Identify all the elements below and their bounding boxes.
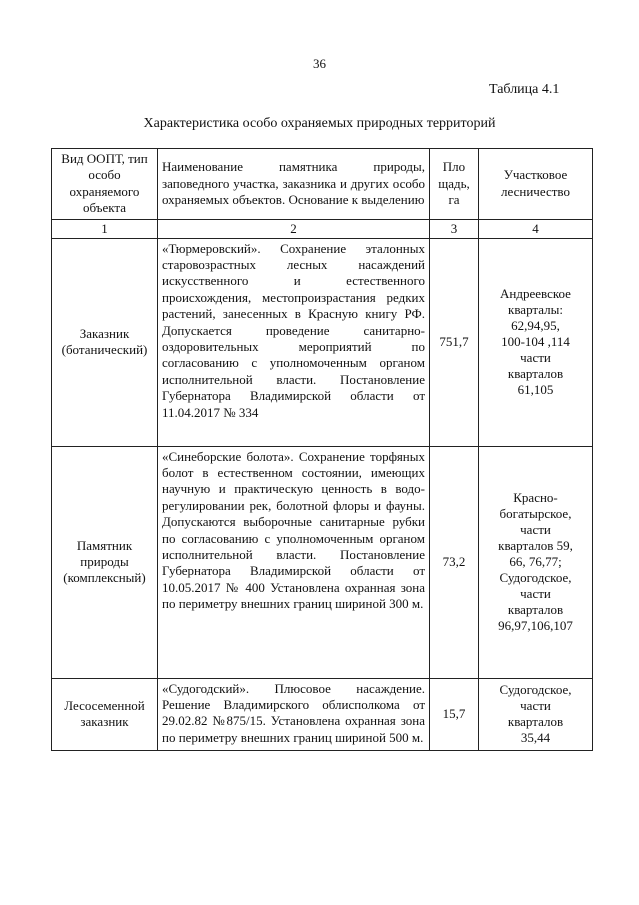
forestry-line: части — [520, 698, 551, 714]
header-forestry: Участковое лесничество — [479, 149, 593, 220]
forestry-line: 66, 76,77; — [509, 554, 562, 570]
forestry-line: части — [520, 522, 551, 538]
forestry-line: кварталов — [507, 366, 564, 382]
forestry-line: кварталов 59, — [498, 538, 573, 554]
forestry-line: кварталов — [507, 714, 564, 730]
table-row — [52, 678, 593, 750]
cell-area: 751,7 — [430, 238, 479, 446]
header-name: Наименование памятника природы, заповедного участка, заказника и других особо охраняемых объектов. Основание к выделению — [158, 149, 430, 220]
forestry-line: части — [520, 350, 551, 366]
forestry-line: 35,44 — [520, 730, 551, 746]
column-number: 3 — [430, 219, 479, 238]
cell-description: «Судогодский». Плюсовое насаждение. Решение Владимирского облисполкома от 29.02.82 №875/15. Установлена охранная зона по периметру внешних границ шириной 500 м. — [158, 678, 430, 750]
page-number: 36 — [313, 56, 326, 71]
forestry-line: Андреевское — [500, 286, 571, 302]
table-body — [52, 238, 593, 750]
forestry-line: кварталов — [507, 602, 564, 618]
cell-forestry — [479, 238, 593, 446]
protected-areas-table — [51, 148, 593, 751]
cell-description: «Тюрмеровский». Сохранение эталонных старовозрастных лесных насаждений искусственного и естественного происхождения, местопроизрастания редких растений, занесенных в Красную книгу РФ. Допускается проведение санитарно-оздоровительных мероприятий по согласованию с уполномоченным органом исполнительной власти. Постановление Губернатора Владимирской области от 11.04.2017 № 334 — [158, 238, 430, 446]
cell-area-type: Лесосеменной заказник — [52, 678, 158, 750]
cell-forestry — [479, 446, 593, 678]
cell-area: 15,7 — [430, 678, 479, 750]
cell-area-type: Памятник природы (комплексный) — [52, 446, 158, 678]
header-area: Пло щадь, га — [430, 149, 479, 220]
forestry-line: Судогодское, — [499, 682, 572, 698]
forestry-line: 100-104 ,114 — [501, 334, 570, 350]
cell-area-type: Заказник (ботанический) — [52, 238, 158, 446]
table-header-row — [52, 149, 593, 220]
table-row — [52, 238, 593, 446]
forestry-line: части — [520, 586, 551, 602]
forestry-line: Судогодское, — [499, 570, 572, 586]
forestry-line: кварталы: — [508, 302, 563, 318]
forestry-line: 62,94,95, — [511, 318, 560, 334]
column-number: 2 — [158, 219, 430, 238]
table-label: Таблица 4.1 — [489, 82, 560, 97]
forestry-line: Красно- — [513, 490, 558, 506]
column-number: 4 — [479, 219, 593, 238]
table-row — [52, 446, 593, 678]
forestry-line: богатырское, — [499, 506, 572, 522]
forestry-line: 61,105 — [517, 382, 554, 398]
cell-description: «Синеборские болота». Сохранение торфяных болот в естественном состоянии, имеющих научную и практическую ценность в водо-регулировании рек, болотной флоры и фауны. Допускаются выборочные санитарные рубки по согласованию с уполномоченным органом исполнительной власти. Постановление Губернатора Владимирской области от 10.05.2017 № 400 Установлена охранная зона по периметру внешних границ шириной 300 м. — [158, 446, 430, 678]
cell-area: 73,2 — [430, 446, 479, 678]
column-number-row — [52, 219, 593, 238]
column-number: 1 — [52, 219, 158, 238]
document-title: Характеристика особо охраняемых природных территорий — [143, 116, 496, 131]
header-type: Вид ООПТ, тип особо охраняемого объекта — [52, 149, 158, 220]
forestry-line: 96,97,106,107 — [498, 618, 573, 634]
cell-forestry — [479, 678, 593, 750]
